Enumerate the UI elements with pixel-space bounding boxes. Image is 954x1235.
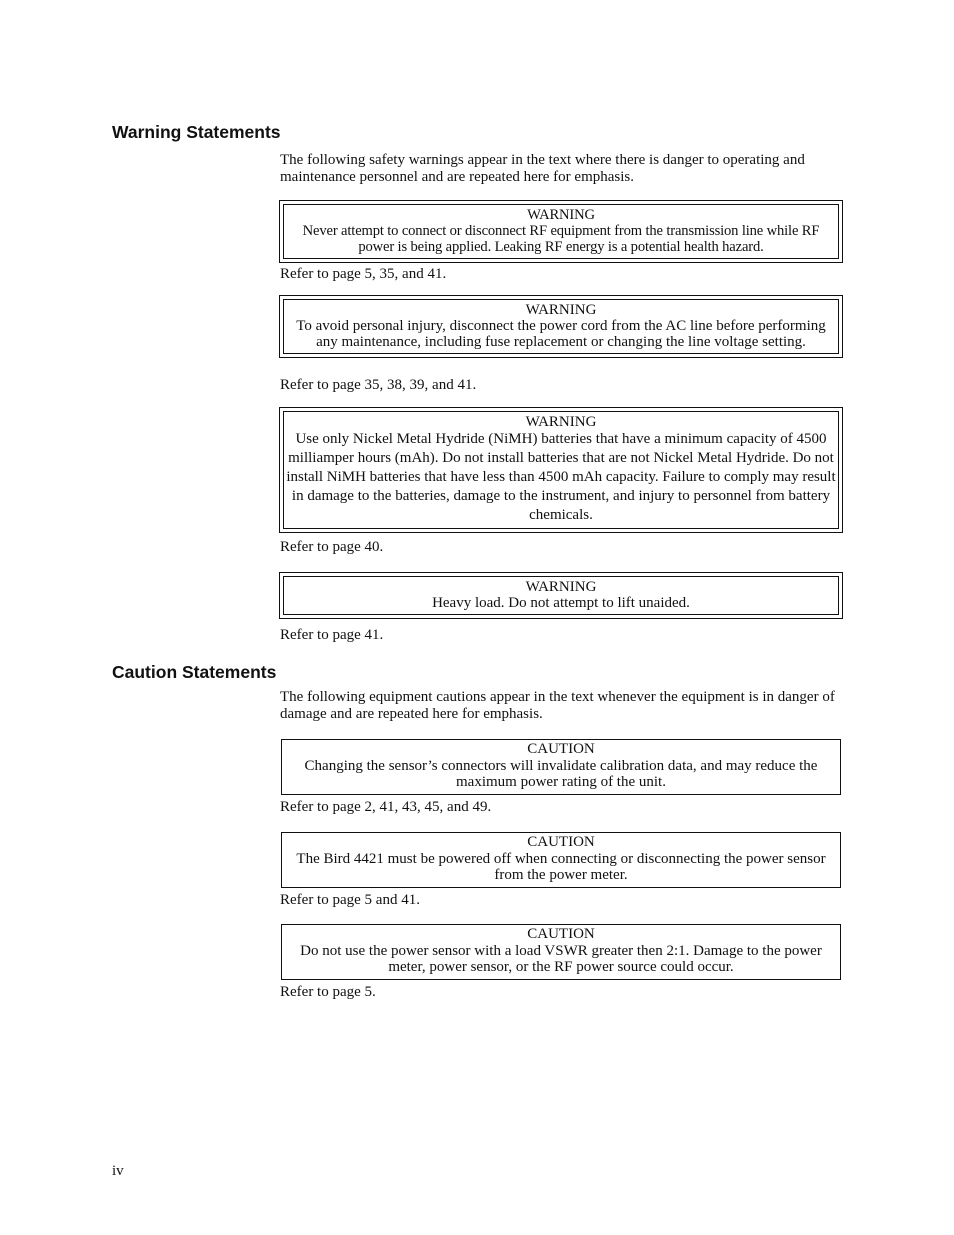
warning-section-intro: The following safety warnings appear in the text where there is danger to operating and maintenance personnel and are repeated here for emphasis.: [280, 152, 805, 185]
warning-box-inner: [283, 411, 839, 529]
warning-box-inner: [283, 299, 839, 354]
page-number: iv: [112, 1163, 124, 1179]
caution-section-heading: Caution Statements: [112, 662, 277, 682]
warning-title: WARNING: [525, 414, 597, 430]
warning-reference: Refer to page 5, 35, and 41.: [280, 266, 447, 282]
caution-title: CAUTION: [527, 926, 595, 942]
warning-box: [279, 295, 843, 358]
caution-body: Changing the sensor’s connectors will invalidate calibration data, and may reduce the maximum power rating of the unit.: [304, 757, 818, 790]
warning-reference: Refer to page 40.: [280, 539, 384, 555]
warning-body: To avoid personal injury, disconnect the power cord from the AC line before performing any maintenance, including fuse replacement or changing the line voltage setting.: [296, 318, 826, 350]
caution-body: The Bird 4421 must be powered off when connecting or disconnecting the power sensor from the power meter.: [296, 850, 826, 883]
caution-reference: Refer to page 5 and 41.: [280, 892, 420, 908]
caution-reference: Refer to page 2, 41, 43, 45, and 49.: [280, 799, 492, 815]
warning-title: WARNING: [525, 579, 597, 595]
warning-body: Heavy load. Do not attempt to lift unaided.: [432, 595, 690, 611]
warning-body: Never attempt to connect or disconnect RF equipment from the transmission line while RF power is being applied. Leaking RF energy is a potential health hazard.: [302, 223, 820, 255]
warning-reference: Refer to page 41.: [280, 627, 384, 643]
warning-box: [279, 572, 843, 619]
warning-box: [279, 407, 843, 533]
caution-reference: Refer to page 5.: [280, 984, 376, 1000]
caution-body: Do not use the power sensor with a load VSWR greater then 2:1. Damage to the power meter, power sensor, or the RF power source could occur.: [300, 942, 822, 975]
warning-box: [279, 200, 843, 263]
warning-title: WARNING: [525, 302, 597, 318]
warning-body: Use only Nickel Metal Hydride (NiMH) batteries that have a minimum capacity of 4500 milliamper hours (mAh). Do not install batteries that are not Nickel Metal Hydride. Do not install NiMH batteries that have less than 4500 mAh capacity. Failure to comply may result in damage to the batteries, damage to the instrument, and injury to personnel from battery chemicals.: [286, 431, 836, 523]
caution-section-intro: The following equipment cautions appear in the text whenever the equipment is in danger of damage and are repeated here for emphasis.: [280, 689, 835, 722]
warning-title: WARNING: [527, 207, 595, 223]
caution-box: [281, 924, 841, 980]
caution-box: [281, 832, 841, 888]
warning-reference: Refer to page 35, 38, 39, and 41.: [280, 377, 477, 393]
warning-box-inner: [283, 576, 839, 615]
caution-title: CAUTION: [527, 834, 595, 850]
warning-section-heading: Warning Statements: [112, 122, 281, 142]
caution-box: [281, 739, 841, 795]
caution-title: CAUTION: [527, 741, 595, 757]
warning-box-inner: [283, 204, 839, 259]
